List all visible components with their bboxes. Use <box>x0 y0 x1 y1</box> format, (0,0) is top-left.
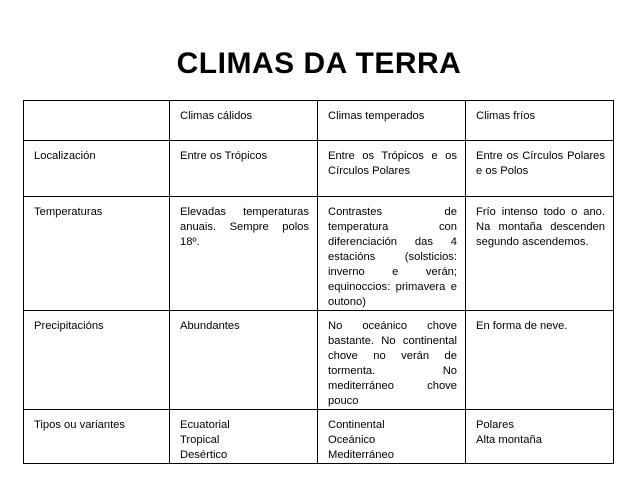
table-row-precipitation <box>24 311 614 410</box>
table-row-location <box>24 141 614 197</box>
row-label: Temperaturas <box>24 197 170 311</box>
table-cell: Elevadas temperaturas anuais. Sempre polos 18º. <box>170 197 318 311</box>
table-cell: No oceánico chove bastante. No continental chove no verán de tormenta. No mediterráneo chove pouco <box>318 311 466 410</box>
table-cell: Abundantes <box>170 311 318 410</box>
table-cell: En forma de neve. <box>466 311 614 410</box>
type-item: Ecuatorial <box>180 419 230 431</box>
table-header-row <box>24 101 614 141</box>
table-cell <box>318 410 466 464</box>
row-label: Localización <box>24 141 170 197</box>
header-cell-cold: Climas fríos <box>466 101 614 141</box>
row-label: Precipitacións <box>24 311 170 410</box>
type-item: Tropical <box>180 434 220 446</box>
table-cell: Entre os Trópicos e os Círculos Polares <box>318 141 466 197</box>
page-title-text: CLIMAS DA TERRA <box>176 47 462 80</box>
type-item: Polares <box>476 419 514 431</box>
type-item: Alta montaña <box>476 434 542 446</box>
table-row-temperatures <box>24 197 614 311</box>
table-cell: Entre os Trópicos <box>170 141 318 197</box>
header-cell-temperate: Climas temperados <box>318 101 466 141</box>
table-cell <box>170 410 318 464</box>
table-cell: Frío intenso todo o ano. Na montaña descenden segundo ascendemos. <box>466 197 614 311</box>
type-item: Desértico <box>180 449 228 461</box>
header-cell-empty <box>24 101 170 141</box>
table-cell: Contrastes de temperatura con diferenciación das 4 estacións (solsticios: inverno e verán; equinoccios: primavera e outono) <box>318 197 466 311</box>
table-cell: Entre os Círculos Polares e os Polos <box>466 141 614 197</box>
page-title <box>0 46 638 82</box>
type-item: Continental <box>328 419 385 431</box>
table-row-types <box>24 410 614 464</box>
row-label: Tipos ou variantes <box>24 410 170 464</box>
table-cell <box>466 410 614 464</box>
type-item: Mediterráneo <box>328 449 394 461</box>
header-cell-warm: Climas cálidos <box>170 101 318 141</box>
type-item: Oceánico <box>328 434 376 446</box>
climate-table <box>23 100 614 464</box>
